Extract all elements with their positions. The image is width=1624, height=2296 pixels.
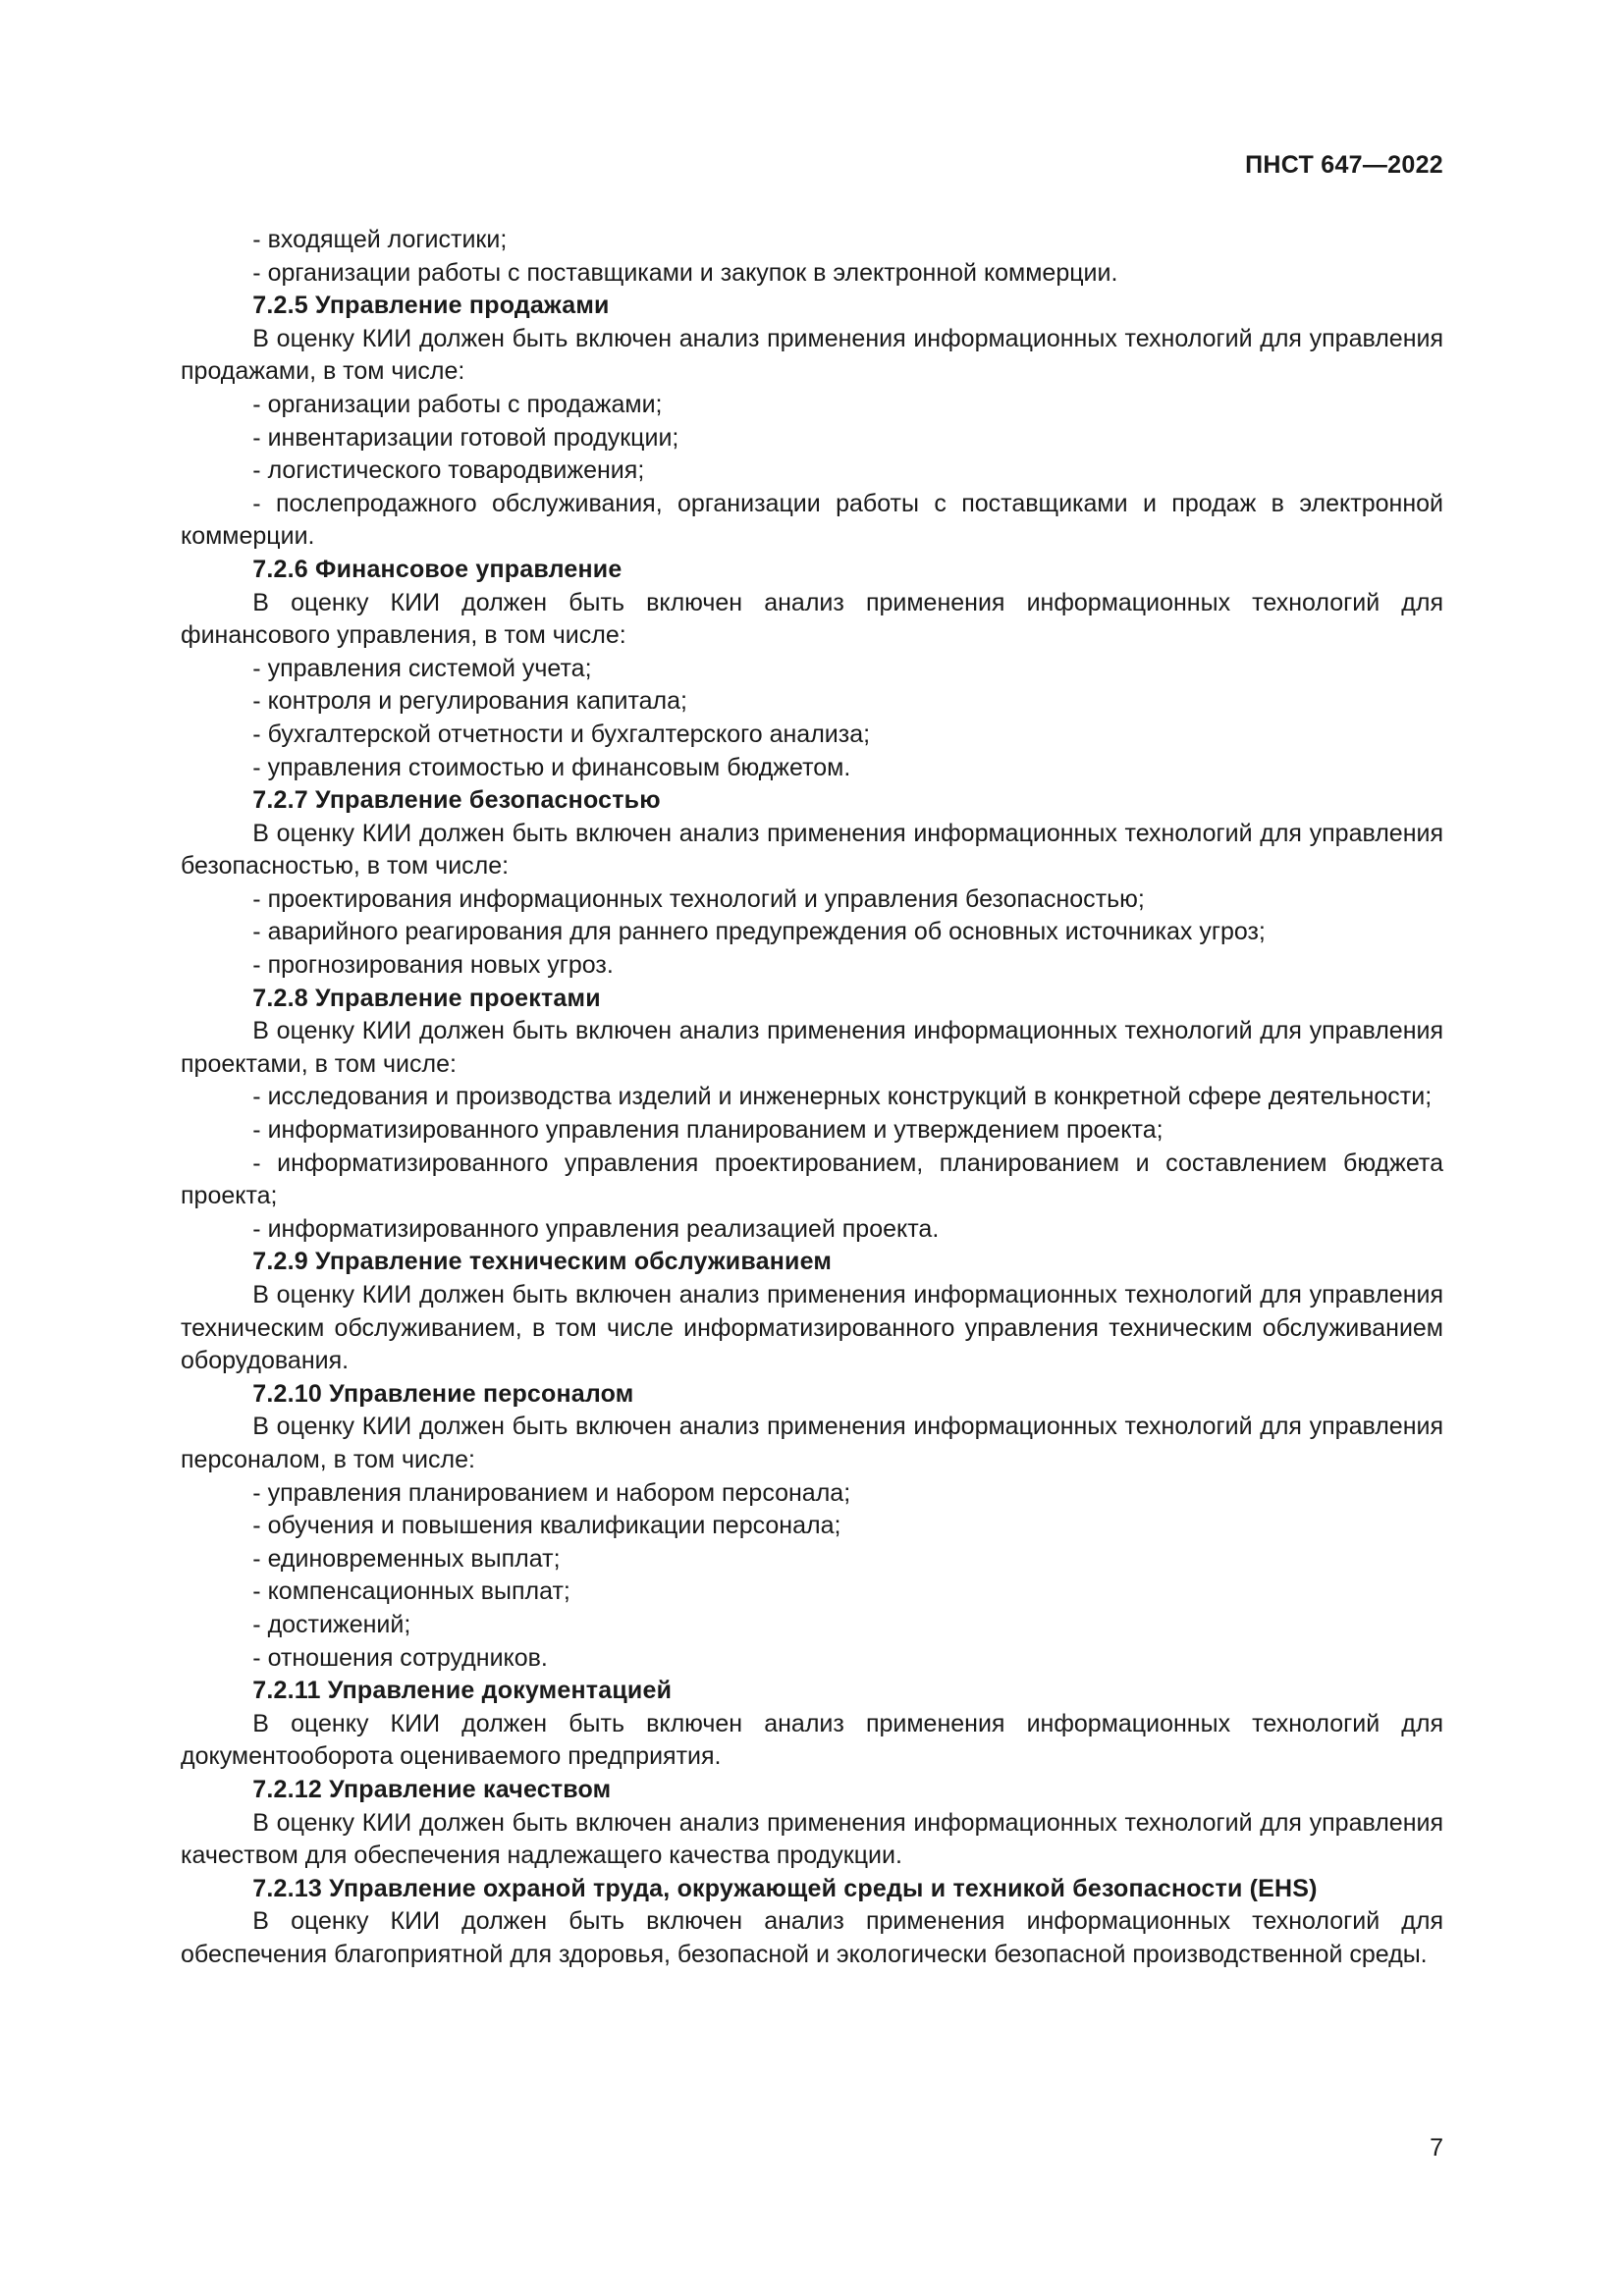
- list-item: - послепродажного обслуживания, организации работы с поставщиками и продаж в электронной коммерции.: [181, 489, 1443, 551]
- list-item: - аварийного реагирования для раннего предупреждения об основных источниках угроз;: [252, 918, 1266, 946]
- list-item: - управления стоимостью и финансовым бюджетом.: [252, 753, 851, 781]
- list-item: - контроля и регулирования капитала;: [252, 687, 687, 716]
- list-item: - достижений;: [252, 1610, 411, 1638]
- page-number: 7: [1430, 2134, 1443, 2162]
- section-paragraph: В оценку КИИ должен быть включен анализ применения информационных технологий для управления качеством для обеспечения надлежащего качества продукции.: [181, 1808, 1443, 1870]
- document-code: ПНСТ 647—2022: [1245, 151, 1443, 179]
- section-heading-7-2-10: 7.2.10 Управление персоналом: [252, 1379, 634, 1408]
- list-item: - управления планированием и набором персонала;: [252, 1478, 851, 1507]
- list-item: - отношения сотрудников.: [252, 1643, 548, 1672]
- section-heading-7-2-11: 7.2.11 Управление документацией: [252, 1677, 673, 1705]
- section-paragraph: В оценку КИИ должен быть включен анализ применения информационных технологий для управления техническим обслуживанием, в том числе информатизированного управления техническим обслуживанием оборудования.: [181, 1281, 1443, 1375]
- section-heading-7-2-13: 7.2.13 Управление охраной труда, окружающей среды и техникой безопасности (EHS): [252, 1874, 1318, 1902]
- list-item: - проектирования информационных технологий и управления безопасностью;: [252, 884, 1145, 913]
- list-item: - бухгалтерской отчетности и бухгалтерского анализа;: [252, 720, 871, 748]
- list-item: - логистического товародвижения;: [252, 456, 645, 485]
- document-body: [181, 224, 1443, 1971]
- list-item: - организации работы с продажами;: [252, 390, 663, 418]
- section-heading-7-2-8: 7.2.8 Управление проектами: [252, 984, 601, 1012]
- section-paragraph: В оценку КИИ должен быть включен анализ применения информационных технологий для обеспечения благоприятной для здоровья, безопасной и экологически безопасной производственной среды.: [181, 1907, 1443, 1968]
- section-heading-7-2-9: 7.2.9 Управление техническим обслуживанием: [252, 1248, 833, 1276]
- section-paragraph: В оценку КИИ должен быть включен анализ применения информационных технологий для управления персоналом, в том числе:: [181, 1413, 1443, 1473]
- list-item: - управления системой учета;: [252, 654, 592, 682]
- section-heading-7-2-7: 7.2.7 Управление безопасностью: [252, 786, 661, 815]
- list-item: - организации работы с поставщиками и закупок в электронной коммерции.: [252, 258, 1118, 287]
- section-paragraph: В оценку КИИ должен быть включен анализ применения информационных технологий для финансового управления, в том числе:: [181, 588, 1443, 650]
- list-item: - входящей логистики;: [252, 226, 508, 253]
- section-paragraph: В оценку КИИ должен быть включен анализ применения информационных технологий для управления продажами, в том числе:: [181, 324, 1443, 386]
- section-heading-7-2-5: 7.2.5 Управление продажами: [252, 292, 610, 320]
- list-item: - компенсационных выплат;: [252, 1577, 570, 1606]
- section-paragraph: В оценку КИИ должен быть включен анализ применения информационных технологий для управления безопасностью, в том числе:: [181, 819, 1443, 881]
- list-item: - обучения и повышения квалификации персонала;: [252, 1512, 841, 1540]
- section-heading-7-2-6: 7.2.6 Финансовое управление: [252, 555, 623, 583]
- list-item: - прогнозирования новых угроз.: [252, 951, 614, 980]
- section-paragraph: В оценку КИИ должен быть включен анализ применения информационных технологий для управления проектами, в том числе:: [181, 1017, 1443, 1078]
- list-item: - инвентаризации готовой продукции;: [252, 423, 679, 452]
- list-item: - информатизированного управления проектированием, планированием и составлением бюджета проекта;: [181, 1148, 1443, 1210]
- list-item: - исследования и производства изделий и инженерных конструкций в конкретной сфере деятельности;: [252, 1083, 1433, 1111]
- section-paragraph: В оценку КИИ должен быть включен анализ применения информационных технологий для документооборота оцениваемого предприятия.: [181, 1709, 1443, 1771]
- list-item: - информатизированного управления планированием и утверждением проекта;: [252, 1116, 1164, 1145]
- list-item: - единовременных выплат;: [252, 1544, 561, 1573]
- list-item: - информатизированного управления реализацией проекта.: [252, 1214, 940, 1243]
- section-heading-7-2-12: 7.2.12 Управление качеством: [252, 1775, 612, 1803]
